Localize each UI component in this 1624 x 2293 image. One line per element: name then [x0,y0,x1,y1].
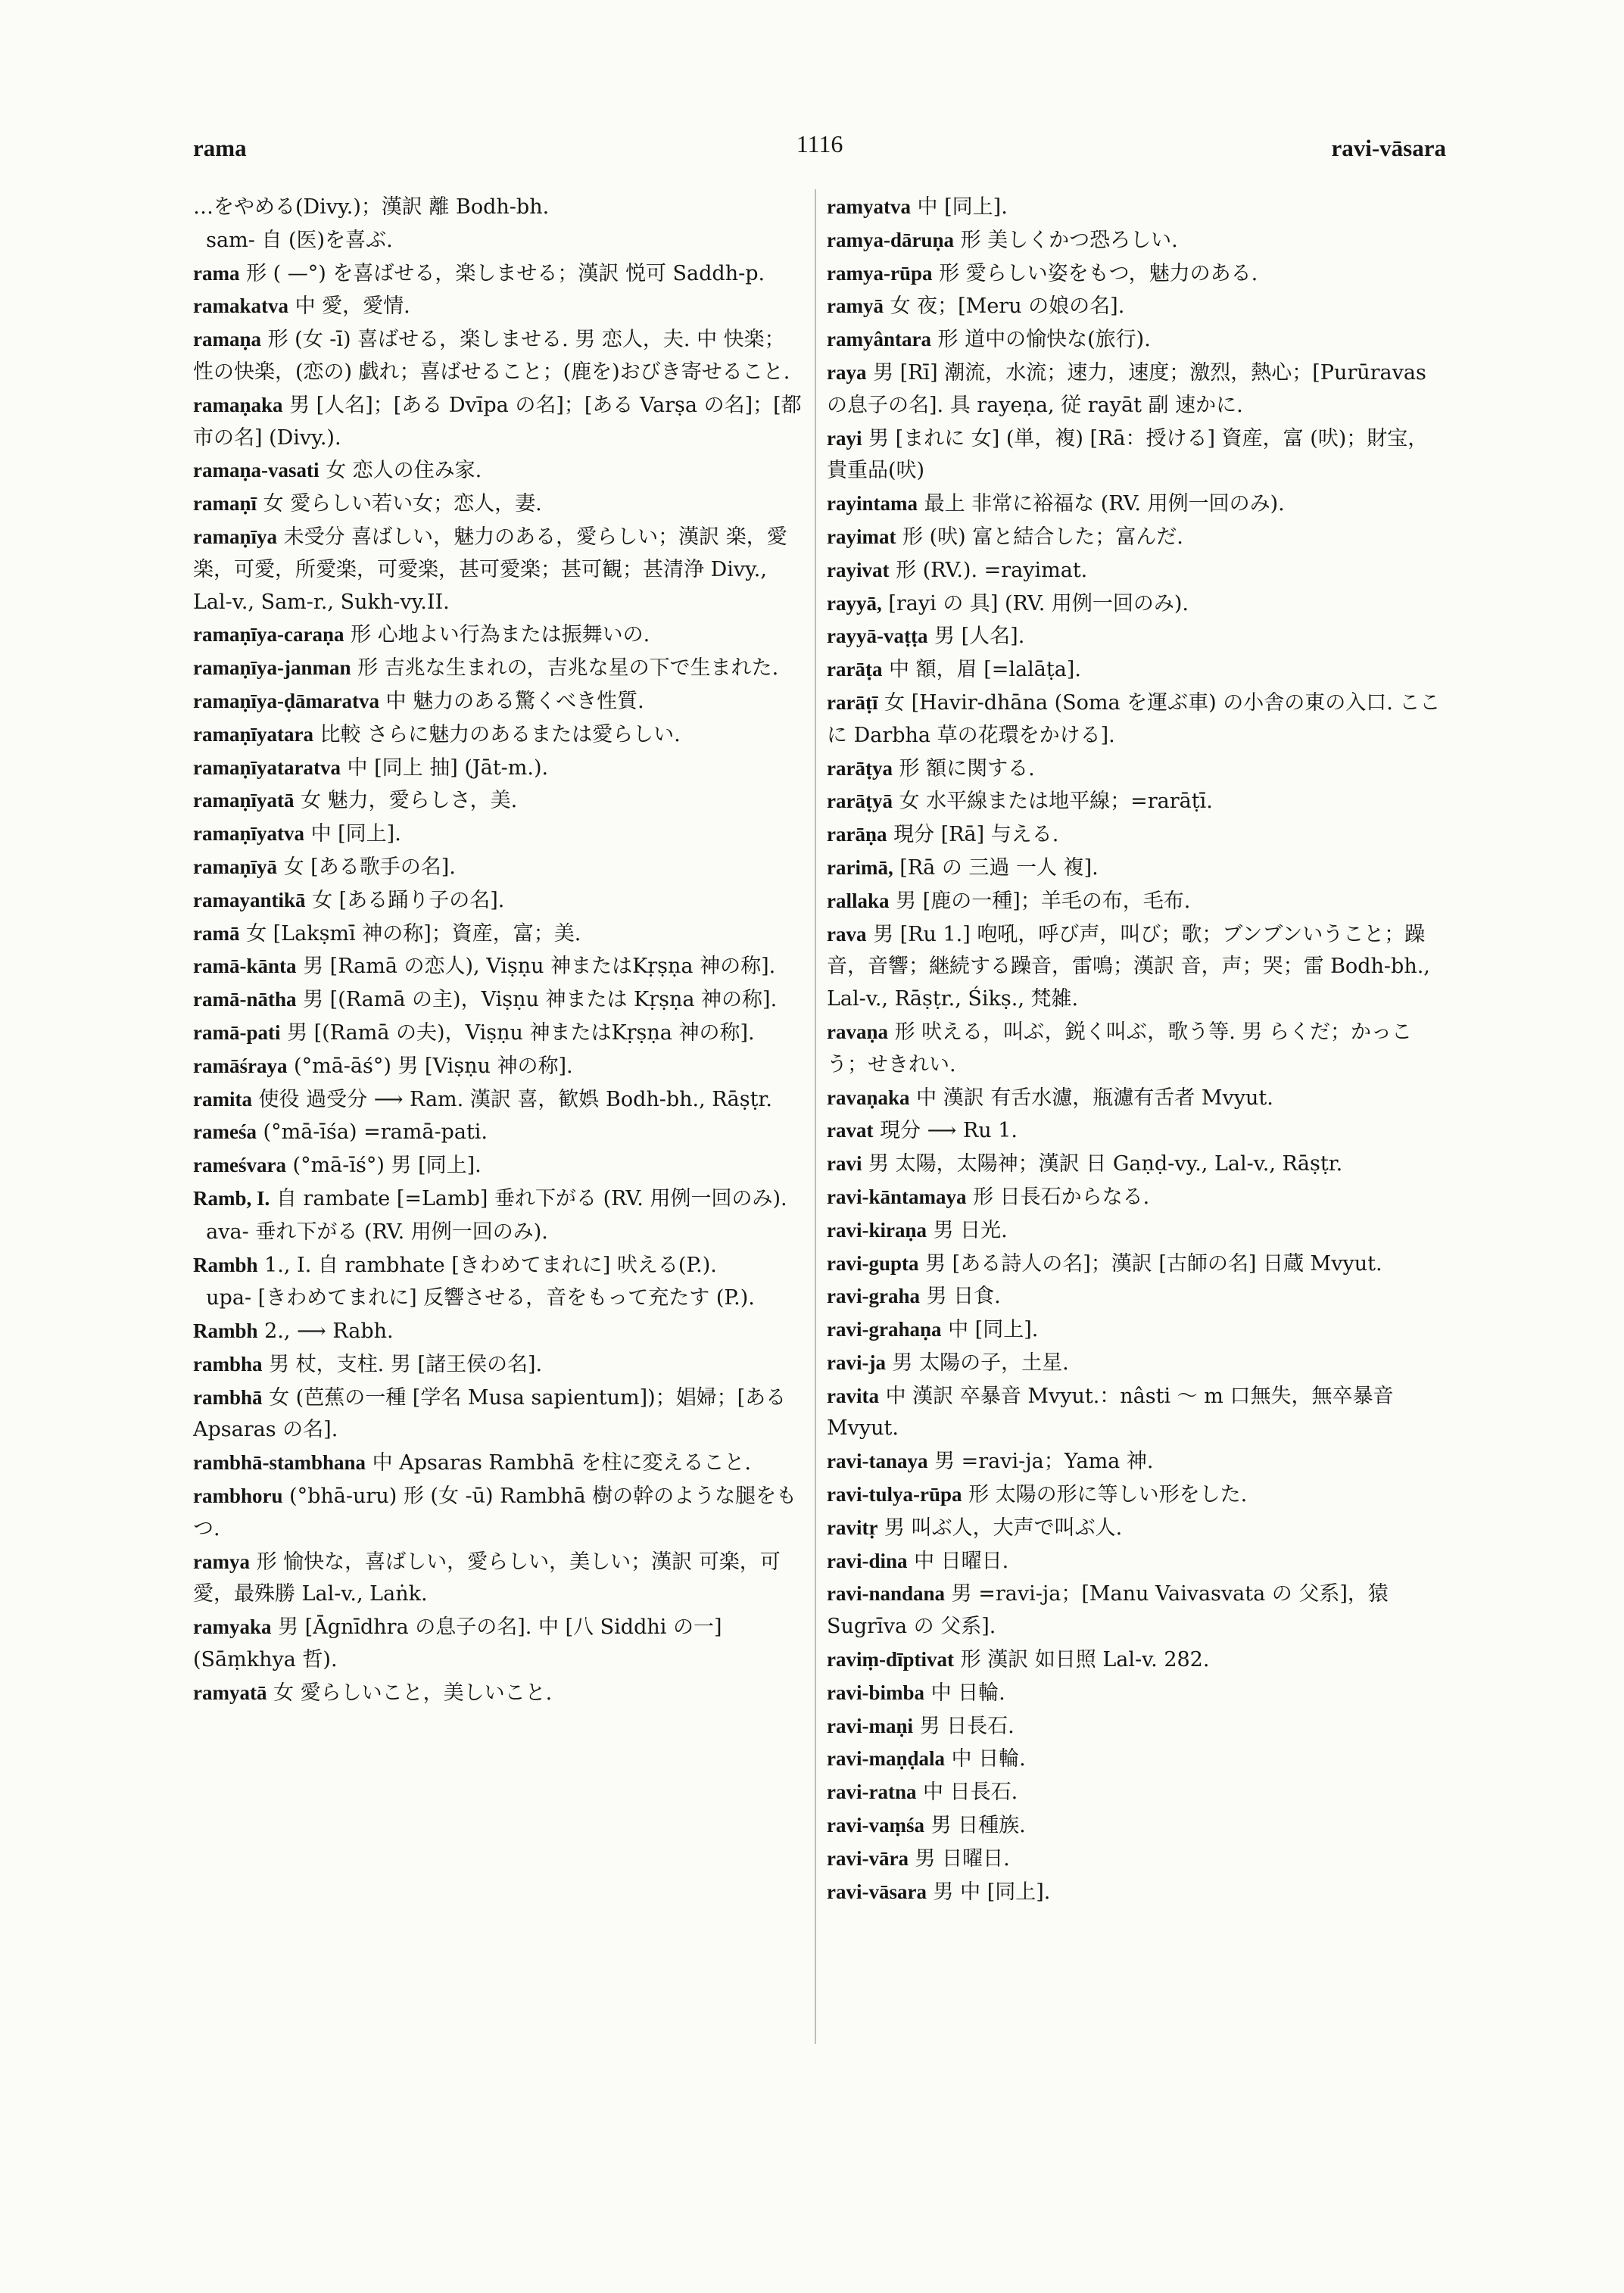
entry-definition: 中 漢訳 有舌水濾，瓶濾有舌者 Mvyut. [909,1086,1273,1110]
dictionary-entry [827,488,1446,521]
entry-definition: 男 日光. [927,1218,1008,1242]
entry-definition: 男 太陽，太陽神；漢訳 日 Gaṇḍ-vy., Lal-v., Rāṣṭr. [862,1152,1343,1176]
entry-definition: (°mā-īś°) 男 [同上]. [285,1154,482,1178]
entry-definition: 男 日種族. [924,1814,1026,1838]
entry-headword: rarāṭa [827,658,883,681]
entry-definition: 男 [(Ramā の夫)，Viṣṇu 神またはKṛṣṇa 神の称]. [280,1020,755,1045]
entry-headword: ramaṇīya-janman [193,656,351,680]
entry-headword: rarāṇa [827,823,887,846]
entry-headword: ramā-kānta [193,955,297,978]
entry-headword: ramyā [827,294,884,318]
dictionary-entry [193,851,805,884]
entry-headword: rarāṭya [827,756,893,780]
dictionary-entry [827,653,1446,687]
dictionary-entry [827,1776,1446,1809]
dictionary-entry [827,1148,1446,1181]
entry-definition: 中 [同上]. [304,822,401,846]
dictionary-entry [827,323,1446,357]
entry-definition: 男 [人名]. [927,625,1025,649]
entry-headword: rayyā-vaṭṭa [827,625,928,648]
entry-definition: 男 日食. [919,1285,1001,1309]
entry-headword: ramita [193,1087,252,1111]
entry-headword: ravi-vāra [827,1846,909,1870]
entry-headword: ramyatva [827,195,911,218]
entry-definition: 形 愛らしい姿をもつ，魅力のある. [932,261,1258,285]
entry-definition: 中 [同上 抽] (Jāt-m.). [340,756,549,780]
dictionary-entry [193,454,805,488]
entry-headword: rayivat [827,558,890,581]
entry-headword: Rambh [193,1253,258,1276]
entry-definition: 形 額に関する. [892,756,1035,780]
dictionary-entry [193,685,805,718]
dictionary-entry [827,785,1446,818]
entry-headword: rallaka [827,889,890,912]
entry-headword: rambhoru [193,1485,283,1508]
dictionary-entry [827,1380,1446,1446]
left-column [193,191,805,1710]
entry-headword: ravi-grahaṇa [827,1318,942,1341]
entry-headword: ramā-nātha [193,988,297,1011]
entry-headword: rama [193,261,240,285]
dictionary-entry [827,1643,1446,1677]
dictionary-entry [827,1545,1446,1578]
entry-headword: ravi-vāsara [827,1880,927,1903]
entry-headword: ramya [193,1550,250,1573]
entry-definition: 男 [鹿の一種]；羊毛の布，毛布. [889,889,1191,913]
dictionary-entry [827,357,1446,422]
entry-definition: 男 [Rī] 潮流，水流；速力，速度；激烈，熱心；[Purūravas の息子の名]. 具 rayeṇa, 従 rayāt 副 速かに. [827,360,1433,417]
dictionary-entry [193,884,805,918]
entry-headword: ramaṇī [193,492,257,516]
dictionary-entry [827,257,1446,291]
entry-headword: ramaṇīyā [193,855,277,878]
entry-definition: 中 Apsaras Rambhā を柱に変えること. [366,1451,751,1475]
entry-definition: [rayi の 具] (RV. 用例一回のみ). [881,591,1189,615]
entry-headword: rava [827,922,867,946]
entry-definition: 女 [ある踊り子の名]. [305,888,505,912]
entry-headword: ramyaka [193,1615,272,1639]
entry-headword: ramya-dāruṇa [827,228,954,251]
entry-headword: Rambh [193,1319,258,1343]
dictionary-entry [827,224,1446,257]
entry-headword: rarāṭī [827,690,878,714]
dictionary-entry [827,1809,1446,1843]
entry-headword: ramyatā [193,1681,267,1704]
entry-definition: 女 愛らしい若い女；恋人，妻. [257,492,542,516]
entry-headword: ravi-tulya-rūpa [827,1483,962,1506]
entry-headword: rarimā, [827,855,893,879]
entry-definition: (°bhā-uru) 形 (女 -ū) Rambhā 樹の幹のような腿をもつ. [193,1485,797,1541]
entry-definition: 現分 [Rā] 与える. [887,823,1059,847]
entry-headword: ravi-maṇḍala [827,1747,946,1771]
entry-definition: [Rā の 三過 一人 複]. [893,855,1099,880]
entry-definition: 男 日曜日. [908,1846,1010,1871]
dictionary-entry [827,290,1446,323]
entry-headword: ramya-rūpa [827,261,933,285]
entry-headword: ravita [827,1384,879,1407]
dictionary-entry [827,1710,1446,1743]
entry-definition: 男 [Ru 1.] 咆吼，呼び声，叫び；歌；ブンブンいうこと；躁音，音響；継続する躁音，雷鳴；漢訳 音，声；哭；雷 Bodh-bh., Lal-v., Rāṣṭr., Śikṣ., 梵雑. [827,922,1437,1011]
entry-headword: rayi [827,426,862,450]
entry-definition: 男 [Ramā の恋人), Viṣṇu 神またはKṛṣṇa 神の称]. [296,955,776,979]
entry-definition: 形 美しくかつ恐ろしい. [954,228,1178,252]
entry-definition: 女 愛らしいこと，美しいこと. [267,1681,553,1705]
dictionary-entry [827,422,1446,488]
entry-headword: ravitṛ [827,1516,878,1539]
dictionary-entry [193,521,805,618]
dictionary-entry [827,1876,1446,1909]
dictionary-entry [193,1216,805,1249]
entry-definition: 中 [同上]. [941,1318,1039,1342]
entry-definition: 女 (芭蕉の一種 [学名 Musa sapientum])；娼婦；[ある Apsaras の名]. [193,1385,793,1442]
entry-definition: 中 [同上]. [910,195,1008,219]
dictionary-entry [827,1016,1446,1082]
entry-definition: 中 漢訳 卒暴音 Mvyut.：nâsti ～ m 口無失，無卒暴音 Mvyut. [827,1384,1401,1441]
dictionary-entry [193,1050,805,1083]
entry-headword: ravi-kāntamaya [827,1185,967,1208]
entry-headword: ramā [193,921,240,945]
dictionary-entry [193,257,805,291]
page-number: 1116 [796,130,843,157]
entry-definition: 男 日長石. [913,1714,1015,1738]
entry-headword: ravat [827,1119,874,1142]
dictionary-entry [827,521,1446,554]
dictionary-entry [827,1677,1446,1710]
dictionary-entry [827,1578,1446,1643]
entry-definition: 形 太陽の形に等しい形をした. [962,1483,1248,1507]
entry-definition: 1., I. 自 rambhate [きわめてまれに] 吠える(P.). [257,1253,717,1277]
entry-headword: raviṃ-dīptivat [827,1648,954,1671]
dictionary-entry [193,1282,805,1315]
dictionary-entry [827,1843,1446,1876]
dictionary-entry [193,618,805,652]
dictionary-entry [193,224,805,257]
dictionary-entry [827,1445,1446,1478]
dictionary-entry [827,1114,1446,1148]
entry-headword: ravi-gupta [827,1251,919,1275]
entry-definition: 女 [Havir-dhāna (Soma を運ぶ車) の小舎の東の入口. ここに Darbha 草の花環をかける]. [827,690,1441,747]
entry-headword: rarāṭyā [827,790,893,813]
dictionary-entry [193,1116,805,1149]
entry-headword: ramayantikā [193,888,306,911]
entry-definition: 男 中 [同上]. [926,1880,1051,1904]
entry-definition: 中 魅力のある驚くべき性質. [379,689,644,713]
entry-definition: 女 [Lakṣmī 神の称]；資産，富；美. [239,921,581,946]
dictionary-entry [193,1249,805,1282]
dictionary-entry [193,488,805,521]
entry-definition: 使役 過受分 ⟶ Ram. 漢訳 喜，歓娯 Bodh-bh., Rāṣṭr. [251,1087,772,1111]
dictionary-entry [827,918,1446,1016]
entry-definition: 形 日長石からなる. [966,1185,1150,1209]
dictionary-entry [193,1083,805,1117]
dictionary-entry [193,950,805,983]
entry-headword: rambhā-stambhana [193,1451,366,1475]
right-guide-word: ravi-vāsara [1331,135,1446,161]
entry-definition: 男 =ravi-ja；Yama 神. [927,1450,1154,1474]
dictionary-entry [193,290,805,323]
entry-headword: rayimat [827,525,896,548]
dictionary-entry [193,918,805,951]
entry-headword: ravi-maṇi [827,1714,913,1737]
entry-definition: (°mā-āś°) 男 [Viṣṇu 神の称]. [287,1054,573,1078]
entry-definition: 女 [ある歌手の名]. [277,855,456,879]
entry-definition: 女 魅力，愛らしさ，美. [294,789,518,813]
entry-definition: 男 [まれに 女] (単，複) [Rā：授ける] 資産，富 (吠)；財宝，貴重品(吠) [827,426,1429,483]
entry-definition: 女 水平線または地平線；=rarāṭī. [892,790,1213,814]
dictionary-entry [193,818,805,851]
dictionary-entry [827,1082,1446,1115]
entry-definition: ava- 垂れ下がる (RV. 用例一回のみ). [193,1220,548,1244]
dictionary-entry [193,389,805,455]
dictionary-entry [193,1447,805,1480]
entry-headword: ramaṇīyatva [193,822,304,846]
entry-definition: 形 道中の愉快な(旅行). [930,328,1151,352]
entry-headword: ravi-vaṃśa [827,1814,924,1837]
entry-definition: 中 日輪. [945,1747,1026,1771]
column-divider [815,189,816,2044]
entry-definition: 中 日曜日. [907,1549,1009,1573]
entry-definition: 男 [ある詩人の名]；漢訳 [古師の名] 日蔵 Mvyut. [918,1251,1382,1276]
dictionary-entry [193,1611,805,1677]
dictionary-entry [827,1478,1446,1512]
entry-definition: 現分 ⟶ Ru 1. [873,1119,1018,1143]
entry-headword: ramaṇīyatā [193,789,295,812]
entry-definition: 未受分 喜ばしい，魅力のある，愛らしい；漢訳 楽，愛楽，可愛，所愛楽，可愛楽，甚可愛楽；甚可観；甚清浄 Divy., Lal-v., Sam-r., Sukh-vy.II. [193,525,787,614]
dictionary-entry [827,1248,1446,1281]
entry-definition: 中 額，眉 [=lalāṭa]. [882,658,1081,682]
entry-definition: 女 夜；[Meru の娘の名]. [883,294,1125,319]
dictionary-entry [827,1347,1446,1380]
entry-definition: 自 rambate [=Lamb] 垂れ下がる (RV. 用例一回のみ). [270,1186,787,1210]
entry-definition: 最上 非常に裕福な (RV. 用例一回のみ). [917,492,1285,516]
dictionary-entry [193,1546,805,1612]
entry-definition: 中 日輪. [924,1681,1005,1705]
entry-definition: sam- 自 (医)を喜ぶ. [193,228,393,252]
entry-headword: ravi-tanaya [827,1450,928,1473]
dictionary-entry [827,852,1446,885]
dictionary-entry [827,687,1446,752]
dictionary-entry [827,1214,1446,1248]
entry-headword: ramā-pati [193,1020,281,1044]
entry-definition: 男 [Āgnīdhra の息子の名]. 中 [八 Siddhi の一] (Sāṃkhya 哲). [193,1615,729,1672]
dictionary-entry [193,1182,805,1216]
entry-definition: 男 [人名]；[ある Dvīpa の名]；[ある Varṣa の名]；[都市の名] (Divy.). [193,393,802,450]
dictionary-entry [193,652,805,685]
entry-headword: rambha [193,1352,263,1375]
entry-definition: (°mā-īśa) =ramā-pati. [256,1120,488,1145]
entry-headword: ravaṇaka [827,1086,910,1109]
dictionary-entry [827,1280,1446,1313]
page-header [193,127,1446,173]
entry-headword: ravi-graha [827,1285,920,1308]
entry-definition: 形 ( —°) を喜ばせる，楽しませる；漢訳 悦可 Saddh-p. [239,261,765,285]
dictionary-entry [827,1743,1446,1776]
dictionary-entry [193,752,805,785]
entry-headword: ramaṇīya [193,525,277,548]
dictionary-entry [193,191,805,224]
dictionary-entry [827,620,1446,653]
entry-headword: ravi-ratna [827,1781,917,1804]
dictionary-entry [193,1480,805,1546]
entry-headword: ramaṇa [193,328,261,351]
entry-headword: ramakatva [193,294,288,318]
entry-headword: ramaṇa-vasati [193,459,320,482]
entry-definition: 形 漢訳 如日照 Lal-v. 282. [954,1648,1210,1672]
dictionary-entry [193,1677,805,1710]
entry-definition: 男 [(Ramā の主)，Viṣṇu 神または Kṛṣṇa 神の称]. [296,988,778,1012]
entry-headword: ravi-kiraṇa [827,1218,927,1242]
entry-headword: ravi-nandana [827,1582,946,1606]
entry-definition: 形 吉兆な生まれの，吉兆な星の下で生まれた. [351,656,779,681]
dictionary-entry [193,784,805,818]
dictionary-entry [193,1382,805,1447]
dictionary-entry [193,1348,805,1382]
entry-definition: 形 (女 -ī) 喜ばせる，楽しませる. 男 恋人，夫. 中 快楽；性の快楽，(恋の) 戯れ；喜ばせること；(鹿を)おびき寄せること. [193,328,790,384]
entry-headword: rayintama [827,492,918,516]
entry-headword: ramaṇaka [193,393,283,416]
entry-definition: 形 心地よい行為または振舞いの. [344,623,650,647]
dictionary-entry [827,554,1446,587]
entry-headword: ravi-bimba [827,1681,925,1704]
entry-definition: 男 叫ぶ人，大声で叫ぶ人. [877,1516,1123,1540]
entry-definition: …をやめる(Divy.)；漢訳 離 Bodh-bh. [193,195,550,219]
dictionary-entry [827,752,1446,786]
entry-definition: 形 (吠) 富と結合した；富んだ. [896,525,1183,549]
entry-headword: ramaṇīya-ḍāmaratva [193,689,379,712]
entry-headword: rameśa [193,1120,257,1144]
entry-definition: 男 =ravi-ja；[Manu Vaivasvata の 父系]，猿 Sugrīva の 父系]. [827,1582,1395,1639]
entry-definition: 中 日長石. [916,1781,1018,1805]
entry-headword: rayyā, [827,591,882,615]
entry-headword: ramaṇīya-caraṇa [193,623,344,646]
entry-headword: ravi-dina [827,1549,908,1572]
entry-definition: 形 愉快な，喜ばしい，愛らしい，美しい；漢訳 可楽，可愛，最殊勝 Lal-v., Laṅk. [193,1550,781,1606]
entry-definition: upa- [きわめてまれに] 反響させる，音をもって充たす (P.). [193,1286,755,1310]
entry-headword: ramyântara [827,328,931,351]
entry-definition: 形 吠える，叫ぶ，鋭く叫ぶ，歌う等. 男 らくだ；かっこう；せきれい. [827,1020,1412,1076]
dictionary-entry [193,718,805,752]
dictionary-entry [193,1315,805,1348]
dictionary-entry [827,587,1446,621]
entry-definition: 男 杖，支柱. 男 [諸王侯の名]. [262,1352,543,1376]
entry-headword: ravi-ja [827,1351,886,1374]
entry-headword: ramāśraya [193,1054,288,1077]
entry-headword: ramaṇīyatara [193,722,313,746]
dictionary-entry [827,191,1446,224]
dictionary-entry [193,1017,805,1050]
left-guide-word: rama [193,135,247,161]
dictionary-entry [193,1149,805,1182]
entry-headword: ramaṇīyataratva [193,756,341,779]
entry-definition: 中 愛，愛情. [288,294,410,319]
dictionary-entry [193,323,805,389]
right-column [827,191,1446,1908]
dictionary-entry [827,1313,1446,1347]
dictionary-entry [827,1181,1446,1214]
entry-headword: rambhā [193,1385,263,1409]
entry-definition: 形 (RV.). =rayimat. [889,558,1088,582]
entry-headword: ravi [827,1152,862,1176]
entry-headword: ravaṇa [827,1020,888,1043]
entry-headword: rameśvara [193,1154,286,1177]
entry-headword: raya [827,360,867,384]
dictionary-entry [193,983,805,1017]
dictionary-entry [827,885,1446,918]
entry-headword: Ramb, I. [193,1186,270,1210]
entry-definition: 比較 さらに魅力のあるまたは愛らしい. [313,722,681,746]
entry-definition: 2., ⟶ Rabh. [257,1319,394,1344]
dictionary-entry [827,1512,1446,1545]
dictionary-entry [827,818,1446,852]
entry-definition: 女 恋人の住み家. [319,459,482,483]
entry-definition: 男 太陽の子，土星. [885,1351,1069,1375]
